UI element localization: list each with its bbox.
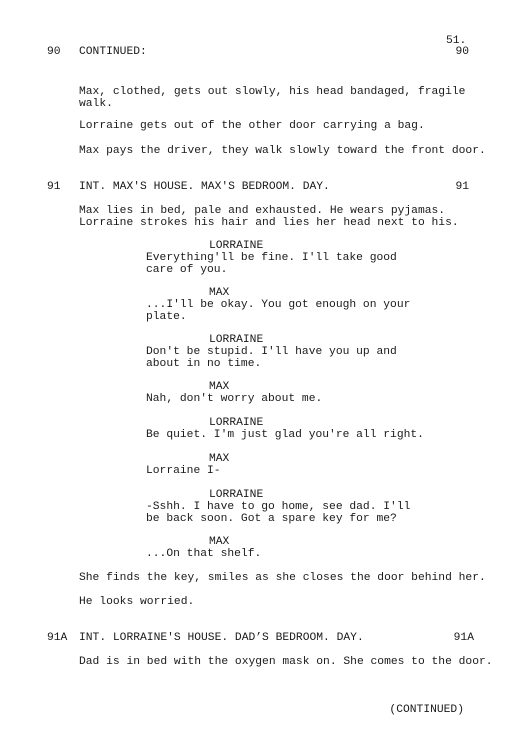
scene-number-right: 91 [455,181,469,193]
dialogue-line: Nah, don't worry about me. [146,393,323,405]
page-number: 51. [446,35,467,47]
scene-heading: CONTINUED: [79,46,147,58]
continued-footer: (CONTINUED) [389,704,464,716]
dialogue-line: ...On that shelf. [146,548,262,560]
character-name: LORRAINE [209,417,264,429]
scene-heading: INT. LORRAINE'S HOUSE. DAD’S BEDROOM. DAY. [79,632,364,644]
dialogue-line: Don't be stupid. I'll have you up and about in no time. [146,346,397,370]
dialogue-line: -Sshh. I have to go home, see dad. I'll be back soon. Got a spare key for me? [146,501,411,525]
character-name: MAX [209,287,230,299]
scene-heading: INT. MAX'S HOUSE. MAX'S BEDROOM. DAY. [79,181,330,193]
scene-number-right: 90 [455,46,469,58]
action-paragraph: Dad is in bed with the oxygen mask on. She comes to the door. [79,656,493,668]
scene-number-left: 91 [47,181,61,193]
action-paragraph: Max pays the driver, they walk slowly toward the front door. [79,145,486,157]
scene-number-right: 91A [453,632,474,644]
scene-number-left: 90 [47,46,61,58]
character-name: MAX [209,453,230,465]
dialogue-line: ...I'll be okay. You got enough on your plate. [146,299,411,323]
character-name: LORRAINE [209,489,264,501]
dialogue-line: Lorraine I- [146,465,221,477]
action-paragraph: She finds the key, smiles as she closes the door behind her. [79,572,486,584]
dialogue-line: Be quiet. I'm just glad you're all right. [146,429,424,441]
character-name: MAX [209,381,230,393]
action-paragraph: He looks worried. [79,596,195,608]
action-paragraph: Lorraine gets out of the other door carrying a bag. [79,120,425,132]
character-name: LORRAINE [209,334,264,346]
character-name: MAX [209,536,230,548]
character-name: LORRAINE [209,240,264,252]
dialogue-line: Everything'll be fine. I'll take good care of you. [146,252,397,276]
action-paragraph: Max, clothed, gets out slowly, his head bandaged, fragile walk. [79,86,466,110]
scene-number-left: 91A [47,632,68,644]
action-paragraph: Max lies in bed, pale and exhausted. He wears pyjamas. Lorraine strokes his hair and lies her head next to his. [79,205,459,229]
